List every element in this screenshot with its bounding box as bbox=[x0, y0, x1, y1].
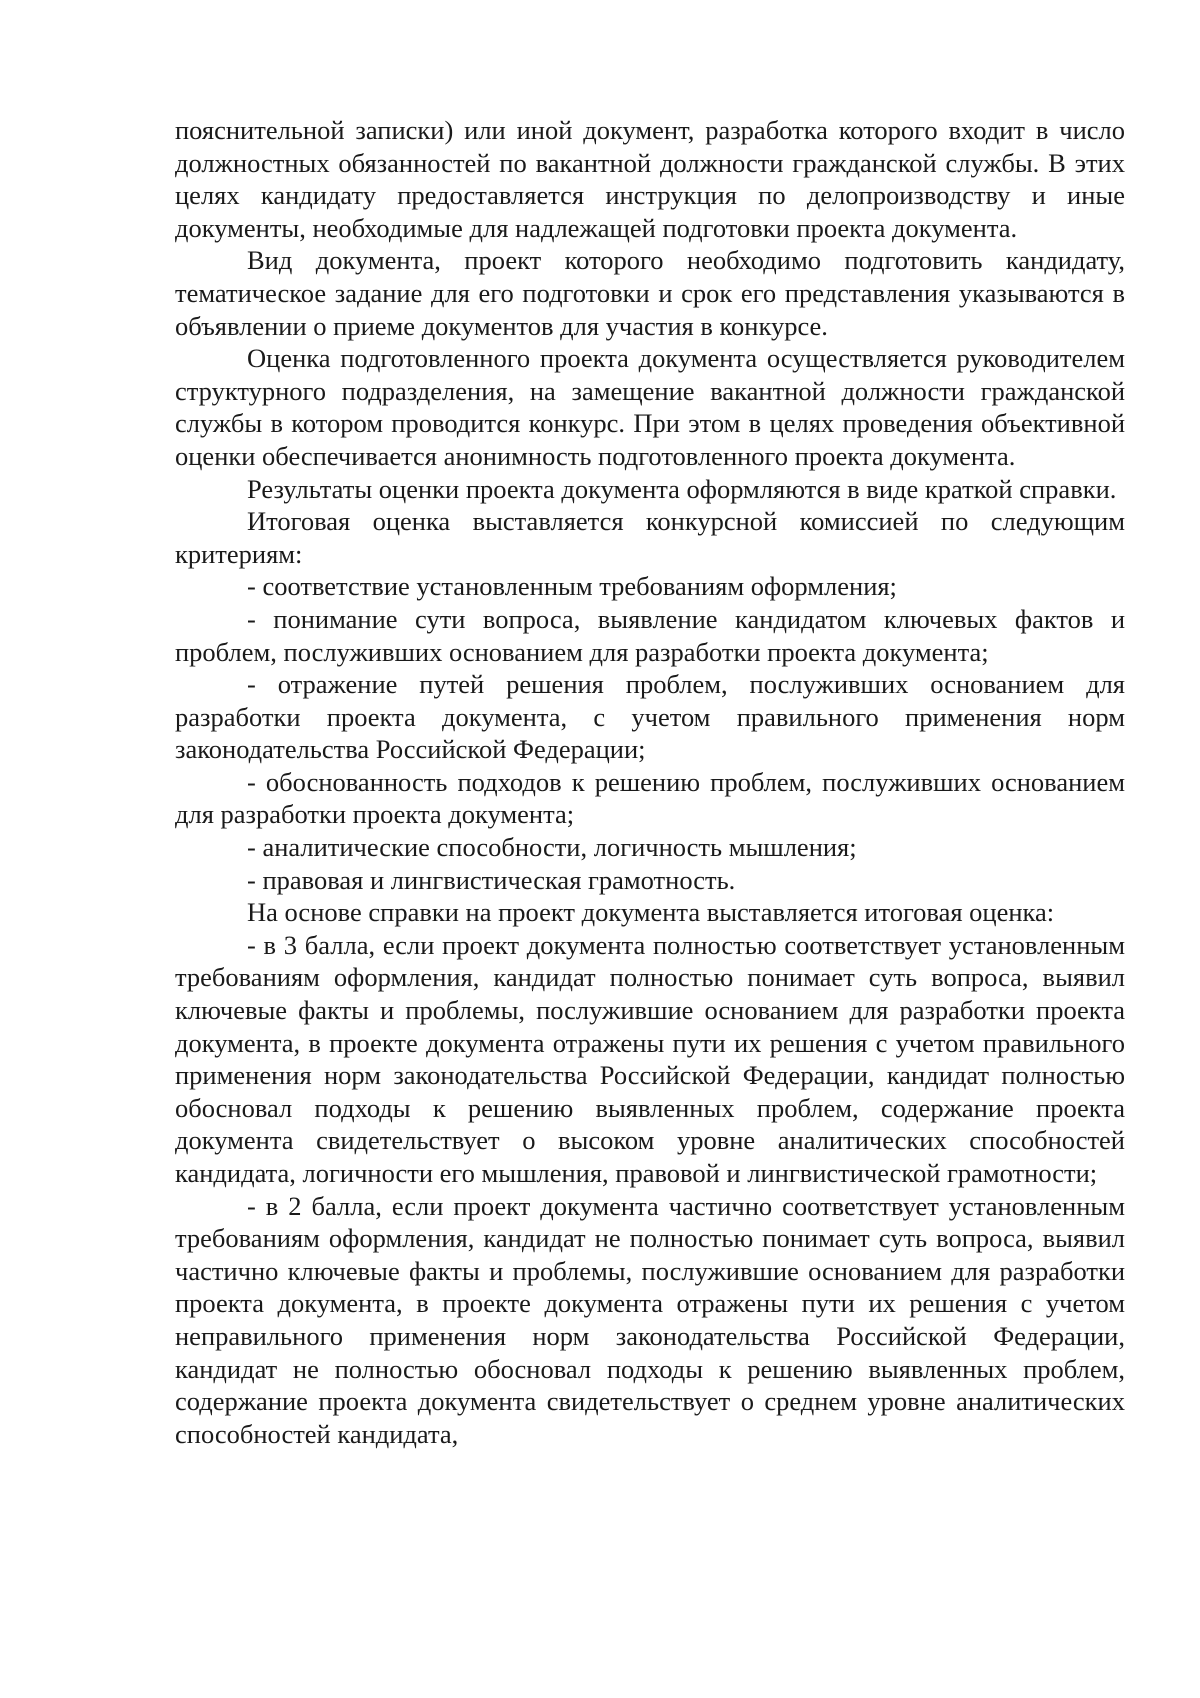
criteria-item-solutions: - отражение путей решения проблем, послуживших основанием для разработки проекта документа, с учетом правильного применения норм законодательства Российской Федерации; bbox=[175, 669, 1125, 765]
paragraph-final-score-intro: На основе справки на проект документа выставляется итоговая оценка: bbox=[247, 897, 1055, 928]
paragraph-results: Результаты оценки проекта документа оформляются в виде краткой справки. bbox=[247, 473, 1117, 504]
paragraph-document-type: Вид документа, проект которого необходимо подготовить кандидату, тематическое задание для его подготовки и срок его представления указываются в объявлении о приеме документов для участия в конкурсе. bbox=[175, 245, 1125, 341]
criteria-item-formatting: - соответствие установленным требованиям оформления; bbox=[247, 571, 897, 602]
criteria-item-analytical: - аналитические способности, логичность мышления; bbox=[247, 832, 857, 863]
paragraph-continuation: пояснительной записки) или иной документ, разработка которого входит в число должностных обязанностей по вакантной должности гражданской службы. В этих целях кандидату предоставляется инструкция по делопроизводству и иные документы, необходимые для надлежащей подготовки проекта документа. bbox=[175, 115, 1125, 243]
score-item-2-points: - в 2 балла, если проект документа частично соответствует установленным требованиям оформления, кандидат не полностью понимает суть вопроса, выявил частично ключевые факты и проблемы, послужившие основанием для разработки проекта документа, в проекте документа отражены пути их решения с учетом неправильного применения норм законодательства Российской Федерации, кандидат не полностью обосновал подходы к решению выявленных проблем, содержание проекта документа свидетельствует о среднем уровне аналитических способностей кандидата, bbox=[175, 1190, 1125, 1449]
criteria-item-understanding: - понимание сути вопроса, выявление кандидатом ключевых фактов и проблем, послуживших основанием для разработки проекта документа; bbox=[175, 603, 1125, 667]
score-item-3-points: - в 3 балла, если проект документа полностью соответствует установленным требованиям оформления, кандидат полностью понимает суть вопроса, выявил ключевые факты и проблемы, послужившие основанием для разработки проекта документа, в проекте документа отражены пути их решения с учетом правильного применения норм законодательства Российской Федерации, кандидат полностью обосновал подходы к решению выявленных проблем, содержание проекта документа свидетельствует о высоком уровне аналитических способностей кандидата, логичности его мышления, правовой и лингвистической грамотности; bbox=[175, 929, 1125, 1188]
criteria-item-justification: - обоснованность подходов к решению проблем, послуживших основанием для разработки проекта документа; bbox=[175, 766, 1125, 830]
paragraph-criteria-intro: Итоговая оценка выставляется конкурсной комиссией по следующим критериям: bbox=[175, 506, 1125, 569]
paragraph-assessment: Оценка подготовленного проекта документа осуществляется руководителем структурного подразделения, на замещение вакантной должности гражданской службы в котором проводится конкурс. При этом в целях проведения объективной оценки обеспечивается анонимность подготовленного проекта документа. bbox=[175, 343, 1125, 471]
document-body bbox=[175, 114, 1125, 1450]
criteria-item-literacy: - правовая и лингвистическая грамотность. bbox=[247, 864, 736, 895]
